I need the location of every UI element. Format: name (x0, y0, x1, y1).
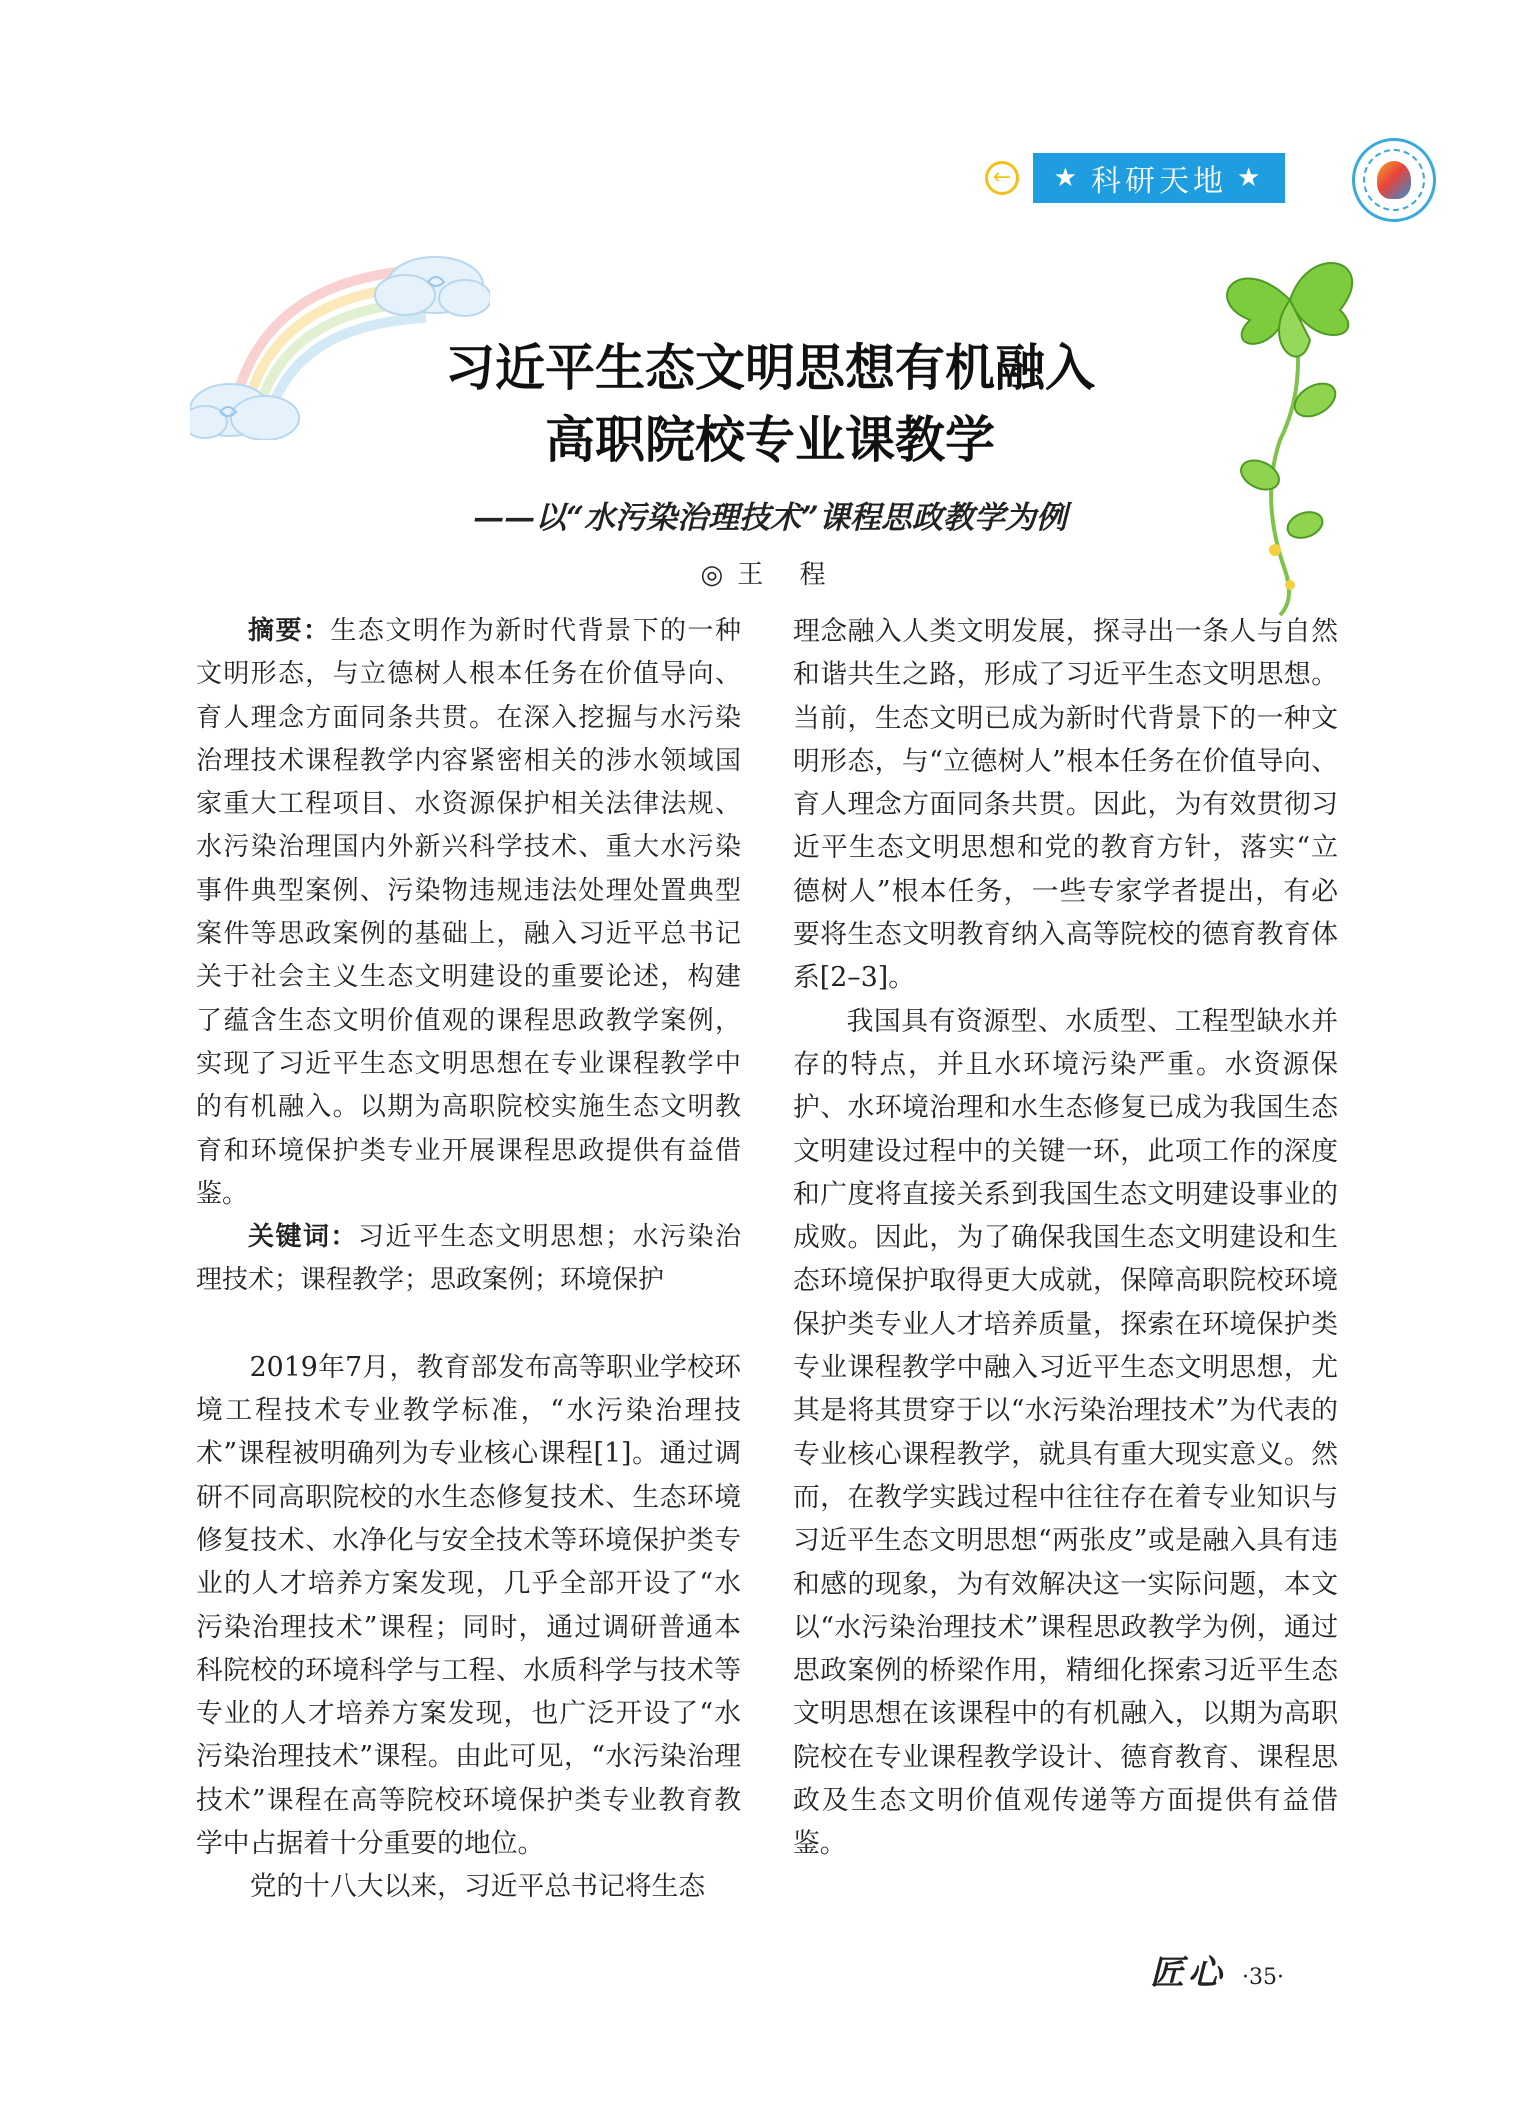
section-label: 科研天地 (1091, 164, 1227, 199)
page-number: ·35· (1242, 1965, 1284, 1990)
keywords-text: 习近平生态文明思想；水污染治理技术；课程教学；思政案例；环境保护 (196, 1222, 741, 1296)
body-paragraph: 理念融入人类文明发展，探寻出一条人与自然和谐共生之路，形成了习近平生态文明思想。当前，生态文明已成为新时代背景下的一种文明形态，与“立德树人”根本任务在价值导向、育人理念方面同条共贯。因此，为有效贯彻习近平生态文明思想和党的教育方针，落实“立德树人”根本任务，一些专家学者提出，有必要将生态文明教育纳入高等院校的德育教育体系[2–3]。 (793, 616, 1338, 994)
body-paragraph: 党的十八大以来，习近平总书记将生态 (249, 1871, 706, 1903)
journal-logo-icon (1352, 138, 1436, 222)
footer-brand: 匠心 (1150, 1953, 1226, 1993)
star-icon: ★ (1237, 163, 1265, 193)
page-footer (1150, 1945, 1284, 1994)
back-arrow-icon[interactable]: ← (985, 161, 1019, 195)
section-header (985, 150, 1285, 206)
keywords (196, 1216, 741, 1303)
right-column (793, 610, 1338, 1866)
body-paragraph: 我国具有资源型、水质型、工程型缺水并存的特点，并且水环境污染严重。水资源保护、水环境治理和水生态修复已成为我国生态文明建设过程中的关键一环，此项工作的深度和广度将直接关系到我国生态文明建设事业的成败。因此，为了确保我国生态文明建设和生态环境保护取得更大成就，保障高职院校环境保护类专业人才培养质量，探索在环境保护类专业课程教学中融入习近平生态文明思想，尤其是将其贯穿于以“水污染治理技术”为代表的专业核心课程教学，就具有重大现实意义。然而，在教学实践过程中往往存在着专业知识与习近平生态文明思想“两张皮”或是融入具有违和感的现象，为有效解决这一实际问题，本文以“水污染治理技术”课程思政教学为例，通过思政案例的桥梁作用，精细化探索习近平生态文明思想在该课程中的有机融入，以期为高职院校在专业课程教学设计、德育教育、课程思政及生态文明价值观传递等方面提供有益借鉴。 (793, 1005, 1338, 1860)
body-paragraph: 2019年7月，教育部发布高等职业学校环境工程技术专业教学标准，“水污染治理技术”课程被明确列为专业核心课程[1]。通过调研不同高职院校的水生态修复技术、生态环境修复技术、水净化与安全技术等环境保护类专业的人才培养方案发现，几乎全部开设了“水污染治理技术”课程；同时，通过调研普通本科院校的环境科学与工程、水质科学与技术等专业的人才培养方案发现，也广泛开设了“水污染治理技术”课程。由此可见，“水污染治理技术”课程在高等院校环境保护类专业教育教学中占据着十分重要的地位。 (196, 1351, 741, 1860)
article-author: ◎王 程 (700, 560, 840, 590)
title-line-2: 高职院校专业课教学 (545, 411, 995, 469)
article-title (300, 332, 1240, 476)
section-badge (1033, 153, 1285, 203)
left-column (196, 610, 741, 1909)
article-subtitle: ——以“水污染治理技术”课程思政教学为例 (473, 500, 1067, 536)
abstract-label: 摘要： (248, 616, 331, 646)
title-line-1: 习近平生态文明思想有机融入 (445, 339, 1095, 397)
star-icon: ★ (1053, 163, 1081, 193)
abstract-text: 生态文明作为新时代背景下的一种文明形态，与立德树人根本任务在价值导向、育人理念方面同条共贯。在深入挖掘与水污染治理技术课程教学内容紧密相关的涉水领域国家重大工程项目、水资源保护相关法律法规、水污染治理国内外新兴科学技术、重大水污染事件典型案例、污染物违规违法处理处置典型案件等思政案例的基础上，融入习近平总书记关于社会主义生态文明建设的重要论述，构建了蕴含生态文明价值观的课程思政教学案例，实现了习近平生态文明思想在专业课程教学中的有机融入。以期为高职院校实施生态文明教育和环境保护类专业开展课程思政提供有益借鉴。 (196, 616, 741, 1209)
keywords-label: 关键词： (248, 1222, 358, 1253)
abstract (196, 610, 741, 1216)
